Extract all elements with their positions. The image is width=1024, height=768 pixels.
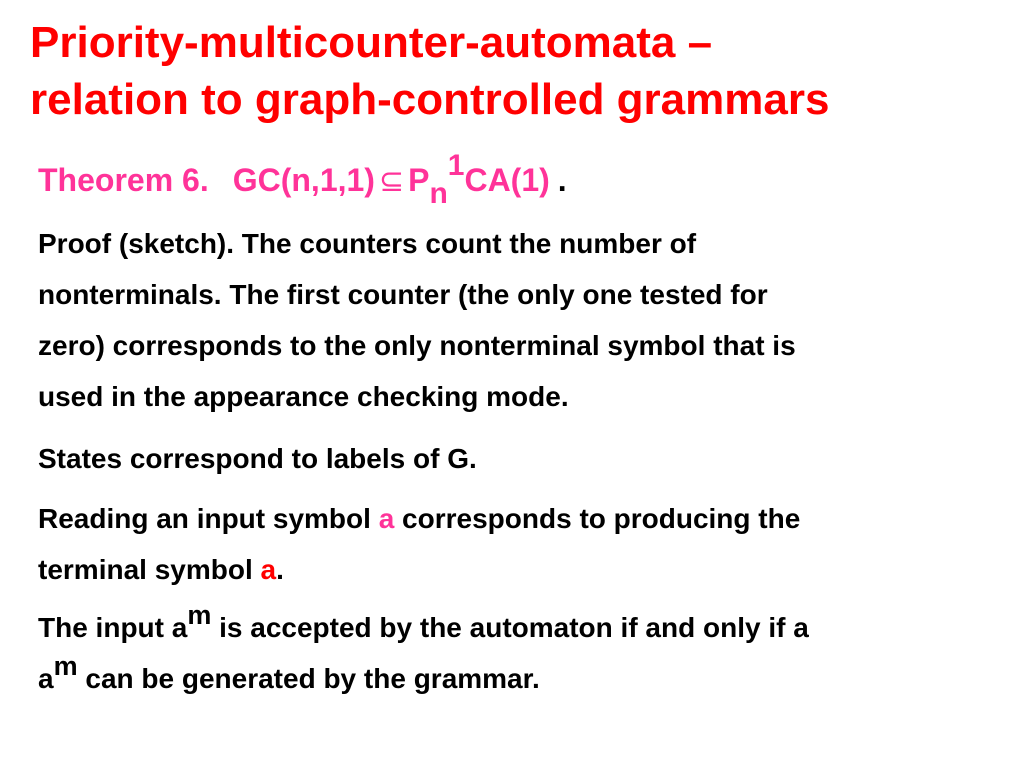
proof-line-1: Proof (sketch). The counters count the number of (38, 228, 697, 259)
theorem-lhs: GC(n,1,1) (232, 162, 375, 198)
input-exponent-1: m (187, 599, 212, 630)
reading-line-1-pre: Reading an input symbol (38, 503, 379, 534)
proof-line-3: zero) corresponds to the only nonterminal symbol that is (38, 330, 796, 361)
states-line: States correspond to labels of G. (38, 443, 477, 474)
theorem-rhs-tail: CA(1) (464, 162, 550, 198)
theorem-statement (38, 150, 567, 212)
input-line-1-post: is accepted by the automaton if and only if a (211, 612, 809, 643)
proof-line-2: nonterminals. The first counter (the only one tested for (38, 279, 768, 310)
input-line-1-pre: The input a (38, 612, 188, 643)
proof-line-4: used in the appearance checking mode. (38, 381, 569, 412)
title-line-2: relation to graph-controlled grammars (30, 75, 830, 124)
input-exponent-2: m (53, 650, 78, 681)
input-line-2-post: can be generated by the grammar. (77, 663, 540, 694)
reading-line-1 (38, 493, 988, 544)
states-paragraph (38, 433, 988, 484)
slide-title (30, 14, 1010, 128)
terminal-symbol-a: a (260, 554, 277, 585)
reading-paragraph (38, 493, 988, 595)
theorem-end-mark: . (557, 162, 567, 198)
reading-line-2-pre: terminal symbol (38, 554, 261, 585)
reading-line-2-post: . (276, 554, 284, 585)
reading-line-1-post: corresponds to producing the (394, 503, 801, 534)
title-line-1: Priority-multicounter-automata – (30, 18, 713, 67)
input-symbol-a: a (378, 503, 395, 534)
theorem-rhs-superscript: 1 (447, 148, 465, 182)
input-line-2 (38, 650, 988, 704)
theorem-rhs-subscript: n (429, 177, 448, 210)
input-line-2-pre: a (38, 663, 54, 694)
input-line-1 (38, 599, 988, 653)
input-paragraph (38, 599, 988, 704)
theorem-rhs-base: P (408, 162, 430, 198)
proof-paragraph (38, 218, 988, 422)
subset-symbol: ⊆ (378, 164, 405, 199)
theorem-label: Theorem 6. (38, 162, 209, 198)
reading-line-2 (38, 544, 988, 595)
